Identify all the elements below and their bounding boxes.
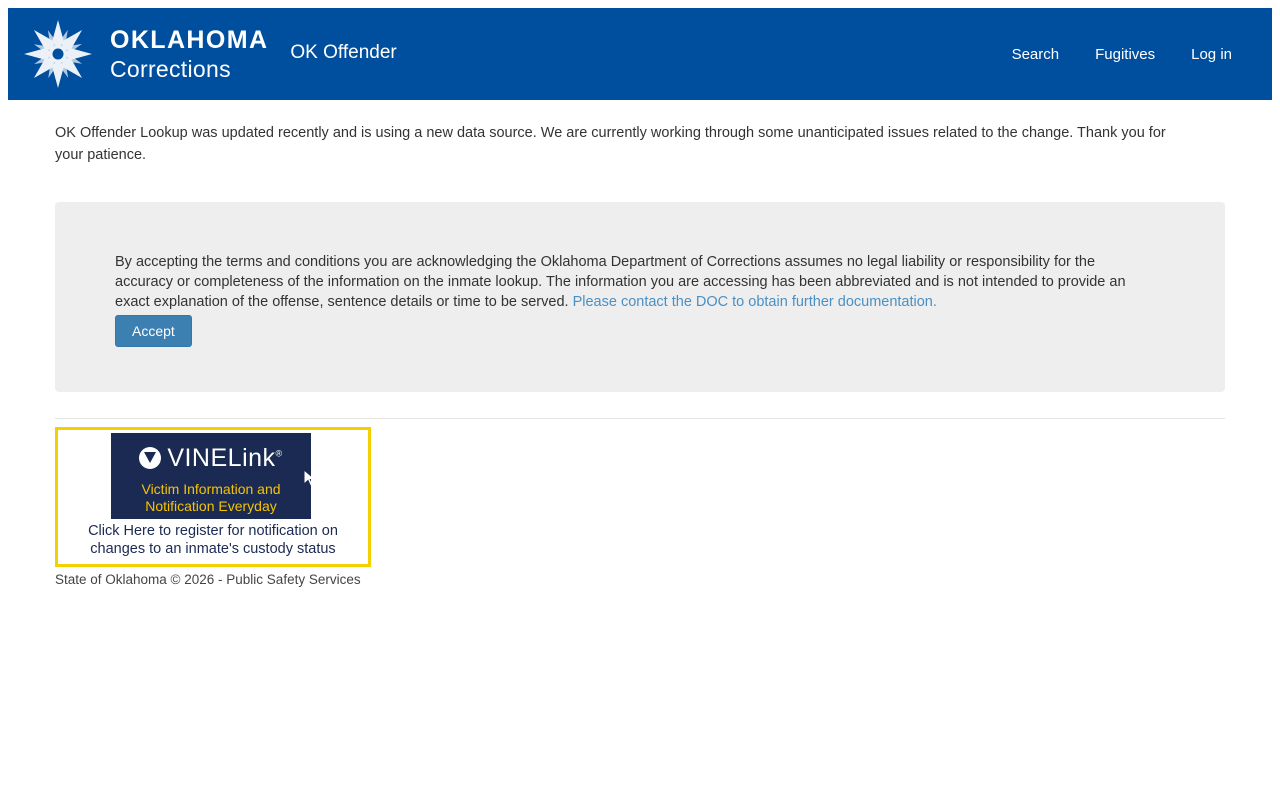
accept-button[interactable]: Accept bbox=[115, 315, 192, 347]
brand-wordmark bbox=[110, 27, 268, 80]
nav-search[interactable]: Search bbox=[1011, 45, 1060, 63]
brand-logo[interactable] bbox=[8, 12, 268, 96]
registered-mark: ® bbox=[275, 448, 283, 459]
terms-panel bbox=[55, 202, 1225, 392]
vinelink-tagline-line1: Victim Information and bbox=[141, 481, 281, 497]
vinelink-logo-row bbox=[111, 433, 311, 479]
content-divider bbox=[55, 418, 1225, 419]
doc-documentation-link[interactable]: Please contact the DOC to obtain further documentation. bbox=[572, 294, 937, 310]
nav-fugitives[interactable]: Fugitives bbox=[1095, 45, 1156, 63]
vinelink-tagline bbox=[111, 479, 311, 515]
terms-body: By accepting the terms and conditions you are acknowledging the Oklahoma Department of Corrections assumes no legal liability or responsibility for the accuracy or completeness of the information on the inmate lookup. The information you are accessing has been abbreviated and is not intended to provide an exact explanation of the offense, sentence details or time to be served. bbox=[115, 254, 1126, 310]
app-title: OK Offender bbox=[290, 42, 397, 63]
vinelink-wordmark bbox=[167, 444, 282, 473]
terms-text bbox=[115, 252, 1155, 312]
vinelink-logo-panel bbox=[111, 433, 311, 519]
vinelink-tagline-line2: Notification Everyday bbox=[145, 498, 277, 514]
vinelink-cta-line1: Click Here to register for notification on bbox=[88, 523, 338, 539]
primary-nav bbox=[994, 40, 1272, 69]
vinelink-shield-icon bbox=[139, 447, 161, 469]
vinelink-cta[interactable] bbox=[58, 522, 368, 558]
vinelink-cta-line2: changes to an inmate's custody status bbox=[90, 541, 336, 557]
site-header bbox=[8, 8, 1272, 100]
vinelink-banner[interactable] bbox=[55, 427, 371, 567]
oklahoma-seal-icon bbox=[16, 12, 100, 96]
brand-line-corrections: Corrections bbox=[110, 55, 231, 82]
update-notice: OK Offender Lookup was updated recently and is using a new data source. We are currently working through some unanticipated issues related to the change. Thank you for your patience. bbox=[55, 125, 1166, 163]
vinelink-brand-text: VINELink bbox=[167, 443, 276, 472]
brand-line-oklahoma: OKLAHOMA bbox=[110, 26, 269, 55]
footer-text: State of Oklahoma © 2026 - Public Safety Services bbox=[55, 572, 361, 587]
nav-login[interactable]: Log in bbox=[1191, 45, 1232, 63]
